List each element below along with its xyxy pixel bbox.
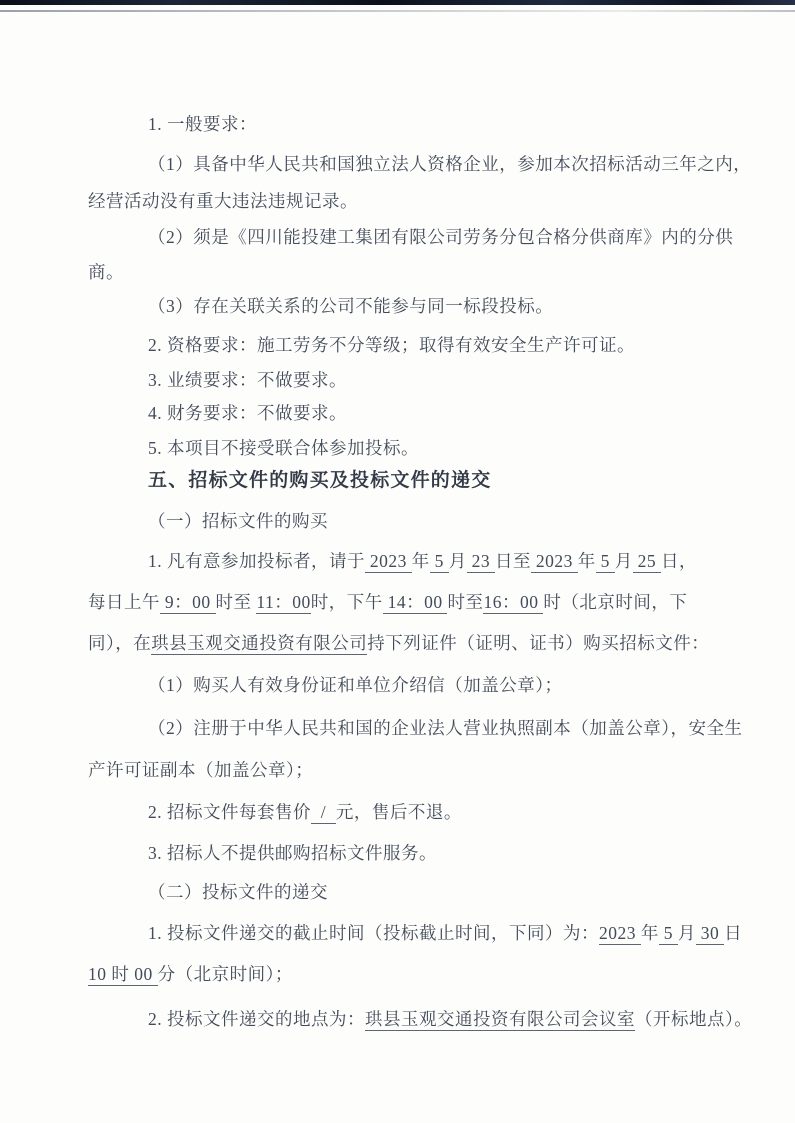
subsection2-heading [148, 880, 328, 904]
text-segment: （1）购买人有效身份证和单位介绍信（加盖公章）； [148, 675, 563, 695]
text-segment: （开标地点）。 [635, 1009, 753, 1029]
general-req-item2-line1 [148, 225, 733, 249]
text-segment: 2. 投标文件递交的地点为： [148, 1009, 365, 1029]
general-requirements-title [148, 112, 257, 136]
underlined-value: 16：00 [483, 592, 544, 612]
text-segment: 每日上午 [88, 592, 160, 612]
text-segment: （1）具备中华人民共和国独立法人资格企业，参加本次招标活动三年之内， [148, 154, 752, 174]
text-segment: 时，下午 [310, 592, 383, 612]
underlined-value: 11：00 [256, 592, 311, 612]
text-segment: （2）须是《四川能投建工集团有限公司劳务分包合格分供商库》内的分供 [148, 227, 734, 247]
text-segment: 经营活动没有重大违法违规记录。 [88, 191, 358, 211]
general-req-item1-line2 [88, 189, 358, 213]
purchase-time-line3 [88, 631, 709, 655]
text-segment: （3）存在关联关系的公司不能参与同一标段投标。 [148, 296, 554, 316]
deadline-line1 [148, 921, 742, 945]
underlined-value: 2023 [599, 923, 641, 943]
text-segment: 年 [411, 551, 430, 571]
purchase-time-line1 [148, 549, 697, 573]
underlined-value: 23 [466, 551, 495, 571]
underlined-value: 5 [658, 923, 678, 943]
purchase-doc-item1 [148, 673, 563, 697]
text-segment: 1. 一般要求： [148, 114, 257, 134]
purchase-doc-item2-line2 [88, 758, 313, 782]
submission-location [148, 1007, 752, 1031]
underlined-value: 2023 [531, 551, 578, 571]
section5-heading [148, 469, 491, 493]
text-segment: 3. 招标人不提供邮购招标文件服务。 [148, 843, 437, 863]
underlined-value: 5 [429, 551, 449, 571]
text-segment: 月 [448, 551, 467, 571]
text-segment: （一）招标文件的购买 [148, 511, 328, 531]
text-segment: 4. 财务要求：不做要求。 [148, 403, 347, 423]
underlined-value: / [311, 802, 336, 822]
text-segment: 1. 凡有意参加投标者，请于 [148, 551, 365, 571]
text-segment: （2）注册于中华人民共和国的企业法人营业执照副本（加盖公章），安全生 [148, 718, 743, 738]
financial-requirement [148, 401, 347, 425]
deadline-line2 [88, 962, 293, 986]
text-segment: 持下列证件（证明、证书）购买招标文件： [367, 633, 710, 653]
text-segment: （二）投标文件的递交 [148, 882, 328, 902]
underlined-value: 25 [632, 551, 661, 571]
text-segment: 元，售后不退。 [335, 802, 462, 822]
doc-price [148, 800, 462, 824]
general-req-item3 [148, 294, 553, 318]
underlined-value: 珙县玉观交通投资有限公司会议室 [365, 1009, 635, 1029]
text-segment: 3. 业绩要求：不做要求。 [148, 370, 347, 390]
qualification-requirement [148, 333, 635, 357]
text-segment: 年 [640, 923, 659, 943]
underlined-value: 14：00 [382, 592, 448, 612]
text-segment: 时（北京时间，下 [543, 592, 688, 612]
underlined-value: 30 [695, 923, 725, 943]
text-segment: 时至 [215, 592, 257, 612]
text-segment: 分（北京时间）； [157, 964, 293, 984]
performance-requirement [148, 368, 347, 392]
purchase-doc-item2-line1 [148, 716, 743, 740]
underlined-value: 珙县玉观交通投资有限公司 [151, 633, 368, 653]
text-segment: 2. 招标文件每套售价 [148, 802, 311, 822]
text-segment: 月 [614, 551, 633, 571]
text-segment: 五、招标文件的购买及投标文件的递交 [148, 470, 492, 491]
underlined-value: 9：00 [160, 592, 216, 612]
purchase-time-line2 [88, 590, 687, 614]
text-segment: 5. 本项目不接受联合体参加投标。 [148, 438, 419, 458]
text-segment: 日， [661, 551, 697, 571]
text-segment: 产许可证副本（加盖公章）； [88, 760, 314, 780]
text-segment: 日 [724, 923, 743, 943]
underlined-value: 2023 [365, 551, 412, 571]
text-segment: 1. 投标文件递交的截止时间（投标截止时间，下同）为： [148, 923, 599, 943]
no-mail-service [148, 841, 437, 865]
text-segment: 2. 资格要求：施工劳务不分等级；取得有效安全生产许可证。 [148, 335, 635, 355]
underlined-value: 5 [595, 551, 615, 571]
subsection1-heading [148, 509, 328, 533]
underlined-value: 10 时 00 [88, 964, 158, 984]
text-segment: 日至 [495, 551, 531, 571]
general-req-item1-line1 [148, 152, 751, 176]
text-segment: 商。 [88, 262, 124, 282]
text-segment: 时至 [447, 592, 484, 612]
consortium-rule [148, 436, 419, 460]
text-segment: 月 [677, 923, 696, 943]
text-segment: 年 [577, 551, 596, 571]
text-segment: 同），在 [88, 633, 152, 653]
general-req-item2-line2 [88, 260, 124, 284]
